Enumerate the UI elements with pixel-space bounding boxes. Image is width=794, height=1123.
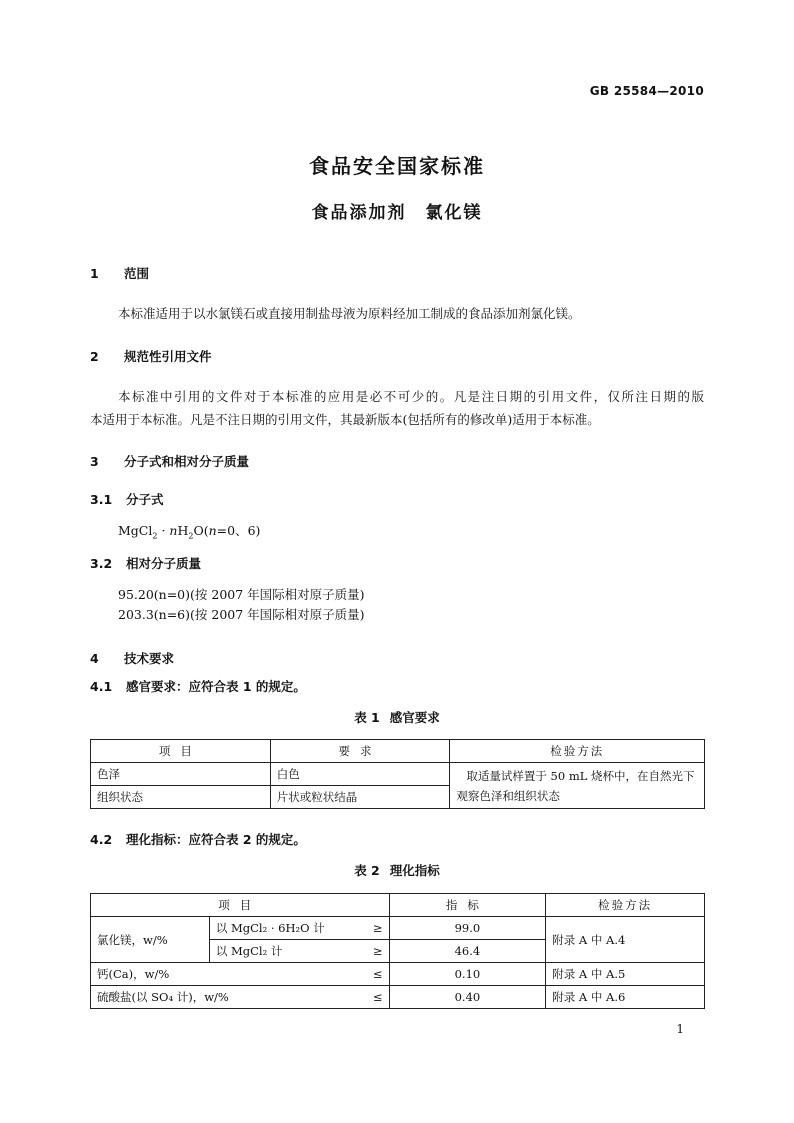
table-cell: 硫酸盐(以 SO₄ 计)，w/% xyxy=(91,986,360,1009)
section-title: 分子式 xyxy=(126,492,164,507)
table-2-physicochemical xyxy=(90,893,705,1009)
table-2-caption xyxy=(0,861,794,879)
table-cell-value: 0.10 xyxy=(389,963,546,986)
table-cell-method: 附录 A 中 A.4 xyxy=(546,917,705,963)
caption-number: 表 1 xyxy=(354,710,380,725)
molecular-formula xyxy=(118,521,260,541)
molecular-weight-line2: 203.3(n=6)(按 2007 年国际相对原子质量) xyxy=(118,607,365,622)
document-title: 食品安全国家标准 xyxy=(309,154,485,178)
table-header: 指标 xyxy=(389,894,546,917)
table-cell: 以 MgCl₂ 计 xyxy=(209,940,359,963)
molecular-weight-line1: 95.20(n=0)(按 2007 年国际相对原子质量) xyxy=(118,587,365,602)
table-cell: 钙(Ca)，w/% xyxy=(91,963,360,986)
section-3-1-heading xyxy=(90,490,164,508)
table-row xyxy=(91,986,705,1009)
section-number: 4.1 xyxy=(90,679,113,694)
table-header: 项目 xyxy=(91,894,390,917)
table-cell-symbol: ≥ xyxy=(359,940,389,963)
formula-part: O( xyxy=(193,523,209,538)
table-header: 要求 xyxy=(270,740,450,763)
table-cell-symbol: ≥ xyxy=(359,917,389,940)
section-number: 4.2 xyxy=(90,832,113,847)
section-4-heading xyxy=(90,649,174,667)
section-number: 3.2 xyxy=(90,556,113,571)
section-title: 理化指标：应符合表 2 的规定。 xyxy=(126,832,306,847)
page-number: 1 xyxy=(676,1022,684,1036)
section-title: 范围 xyxy=(124,266,150,281)
table-row xyxy=(91,917,705,940)
formula-part: · xyxy=(157,523,170,538)
section-2-text-line2: 本适用于本标准。凡是不注日期的引用文件，其最新版本(包括所有的修改单)适用于本标准。 xyxy=(90,412,600,427)
section-title: 相对分子质量 xyxy=(126,556,202,571)
section-3-heading xyxy=(90,452,249,470)
table-cell-method xyxy=(450,763,705,809)
section-1-text: 本标准适用于以水氯镁石或直接用制盐母液为原料经加工制成的食品添加剂氯化镁。 xyxy=(118,306,581,321)
caption-title: 感官要求 xyxy=(389,710,440,725)
formula-part: n xyxy=(169,523,178,538)
table-1-sensory xyxy=(90,739,705,809)
section-1-heading xyxy=(90,264,149,282)
table-cell-value: 99.0 xyxy=(389,917,546,940)
section-2-text-line1: 本标准中引用的文件对于本标准的应用是必不可少的。凡是注日期的引用文件，仅所注日期的版 xyxy=(118,389,704,404)
table-cell-symbol: ≤ xyxy=(359,986,389,1009)
table-cell: 色泽 xyxy=(91,763,271,786)
table-cell-value: 0.40 xyxy=(389,986,546,1009)
section-3-2-heading xyxy=(90,554,201,572)
table-1-caption xyxy=(0,708,794,726)
table-header: 项目 xyxy=(91,740,271,763)
section-2-heading xyxy=(90,347,212,365)
formula-part: =0、6) xyxy=(216,523,261,538)
method-line: 取适量试样置于 50 mL 烧杯中，在自然光下 xyxy=(466,768,695,783)
table-row xyxy=(91,763,705,786)
section-title: 技术要求 xyxy=(124,651,175,666)
table-header: 检验方法 xyxy=(450,740,705,763)
caption-number: 表 2 xyxy=(354,863,380,878)
document-subtitle: 食品添加剂 氯化镁 xyxy=(311,203,483,223)
table-cell: 片状或粒状结晶 xyxy=(270,786,450,809)
table-cell: 白色 xyxy=(270,763,450,786)
table-cell-symbol: ≤ xyxy=(359,963,389,986)
section-number: 3.1 xyxy=(90,492,113,507)
section-number: 1 xyxy=(90,266,99,281)
method-line: 观察色泽和组织状态 xyxy=(456,788,560,803)
table-cell: 组织状态 xyxy=(91,786,271,809)
section-number: 2 xyxy=(90,349,99,364)
section-number: 3 xyxy=(90,454,99,469)
formula-part: MgCl xyxy=(118,523,153,538)
table-cell: 以 MgCl₂ · 6H₂O 计 xyxy=(209,917,359,940)
section-title: 规范性引用文件 xyxy=(124,349,212,364)
formula-subscript: 2 xyxy=(188,531,194,541)
caption-title: 理化指标 xyxy=(389,863,440,878)
formula-subscript: 2 xyxy=(152,531,158,541)
formula-part: n xyxy=(208,523,217,538)
table-cell-group: 氯化镁，w/% xyxy=(91,917,210,963)
table-header: 检验方法 xyxy=(546,894,705,917)
section-4-1-heading xyxy=(90,677,306,695)
section-title: 分子式和相对分子质量 xyxy=(124,454,250,469)
section-number: 4 xyxy=(90,651,99,666)
formula-part: H xyxy=(177,523,189,538)
table-cell-value: 46.4 xyxy=(389,940,546,963)
section-title: 感官要求：应符合表 1 的规定。 xyxy=(126,679,306,694)
table-cell-method: 附录 A 中 A.6 xyxy=(546,986,705,1009)
table-row xyxy=(91,963,705,986)
section-4-2-heading xyxy=(90,830,306,848)
standard-number: GB 25584—2010 xyxy=(589,84,704,98)
table-cell-method: 附录 A 中 A.5 xyxy=(546,963,705,986)
